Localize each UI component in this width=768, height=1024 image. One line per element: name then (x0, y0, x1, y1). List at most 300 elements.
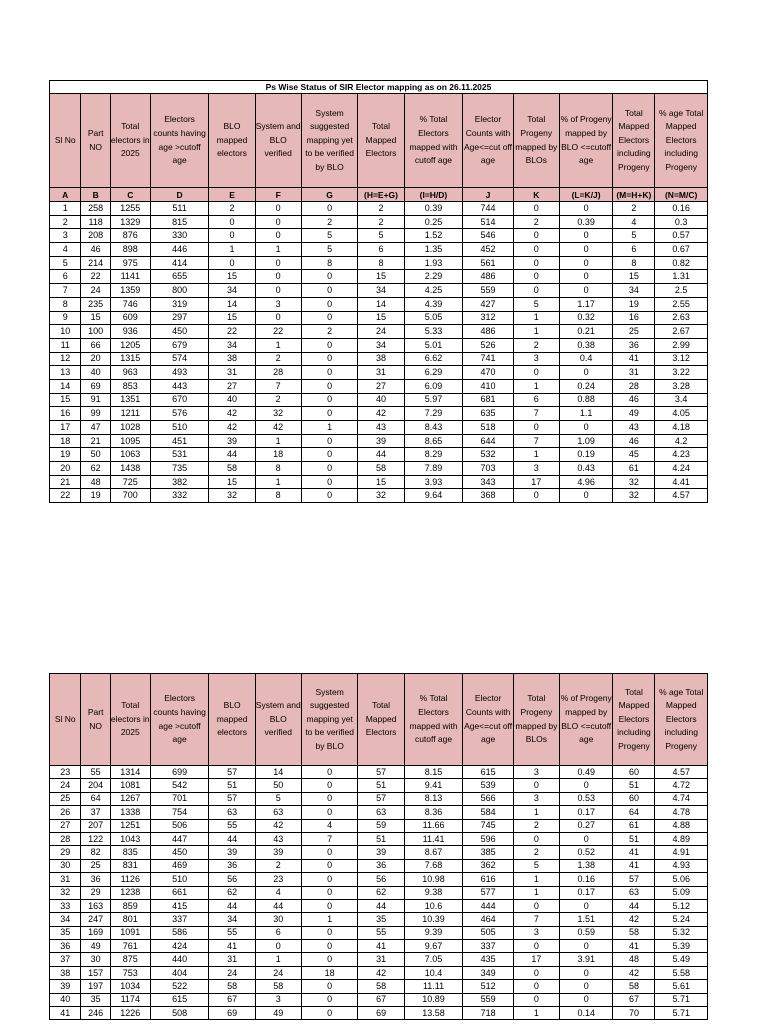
table-cell: 0.32 (559, 311, 613, 325)
table-cell: 0 (513, 256, 559, 270)
table-row (50, 940, 708, 953)
table-cell: 539 (463, 779, 513, 792)
table-cell: 0.52 (559, 846, 613, 859)
table-cell: 4.23 (655, 448, 708, 462)
table-cell: 32 (255, 407, 301, 421)
table-cell: 616 (463, 873, 513, 886)
table-cell: 1.93 (404, 256, 463, 270)
column-header: System suggested mapping yet to be verified by BLO (301, 94, 358, 188)
table-row (50, 462, 708, 476)
table-cell: 297 (150, 311, 209, 325)
table-row (50, 215, 708, 229)
table-cell: 4.25 (404, 284, 463, 298)
table-cell: 32 (50, 886, 81, 899)
table-cell: 6.62 (404, 352, 463, 366)
table-cell: 18 (255, 448, 301, 462)
table-cell: 47 (81, 421, 110, 435)
table-title: Ps Wise Status of SIR Elector mapping as on 26.11.2025 (50, 81, 708, 94)
table-cell: 42 (255, 819, 301, 832)
table-cell: 337 (150, 913, 209, 926)
column-header: Total Mapped Electors including Progeny (613, 674, 655, 766)
table-cell: 20 (50, 462, 81, 476)
table-row (50, 832, 708, 845)
table-row (50, 806, 708, 819)
table-cell: 3.4 (655, 393, 708, 407)
table-cell: 36 (50, 940, 81, 953)
table-row (50, 407, 708, 421)
table-cell: 51 (358, 832, 404, 845)
table-cell: 49 (255, 1007, 301, 1020)
table-cell: 24 (81, 284, 110, 298)
table-cell: 6.09 (404, 379, 463, 393)
table-cell: 7 (513, 407, 559, 421)
table-row (50, 379, 708, 393)
table-cell: 0 (301, 899, 358, 912)
table-cell: 493 (150, 366, 209, 380)
table-cell: 4.74 (655, 792, 708, 805)
table-cell: 15 (209, 475, 255, 489)
table-cell: 655 (150, 270, 209, 284)
table-cell: 0 (559, 229, 613, 243)
table-cell: 67 (358, 993, 404, 1006)
table-cell: 99 (81, 407, 110, 421)
table-cell: 444 (463, 899, 513, 912)
column-header: System and BLO verified (255, 674, 301, 766)
table-cell: 701 (150, 792, 209, 805)
table-cell: 0 (559, 202, 613, 216)
table-cell: 258 (81, 202, 110, 216)
table-cell: 2 (301, 325, 358, 339)
table-cell: 0 (255, 202, 301, 216)
table-cell: 7 (301, 832, 358, 845)
table-cell: 58 (209, 980, 255, 993)
table-cell: 25 (613, 325, 655, 339)
table-cell: 7 (50, 284, 81, 298)
table-cell: 761 (110, 940, 150, 953)
table-row (50, 475, 708, 489)
table-cell: 15 (81, 311, 110, 325)
table-cell: 1.1 (559, 407, 613, 421)
column-header: Total electors in 2025 (110, 674, 150, 766)
formula-cell: J (463, 188, 513, 202)
table-cell: 1126 (110, 873, 150, 886)
table-cell: 16 (50, 407, 81, 421)
table-cell: 410 (463, 379, 513, 393)
table-cell: 8 (358, 256, 404, 270)
table-cell: 1081 (110, 779, 150, 792)
table-cell: 661 (150, 886, 209, 899)
table-cell: 0 (301, 284, 358, 298)
table-cell: 51 (358, 779, 404, 792)
table-cell: 5.97 (404, 393, 463, 407)
table-cell: 30 (255, 913, 301, 926)
table-cell: 2 (513, 819, 559, 832)
table-cell: 1211 (110, 407, 150, 421)
table-cell: 2 (358, 215, 404, 229)
table-cell: 0 (301, 766, 358, 779)
formula-cell: (H=E+G) (358, 188, 404, 202)
table-cell: 746 (110, 297, 150, 311)
table-cell: 34 (209, 284, 255, 298)
table-cell: 42 (209, 407, 255, 421)
table-cell: 0 (255, 215, 301, 229)
table-cell: 39 (209, 846, 255, 859)
table-row (50, 913, 708, 926)
table-cell: 10.39 (404, 913, 463, 926)
table-row (50, 886, 708, 899)
column-header: System suggested mapping yet to be verified by BLO (301, 674, 358, 766)
table-cell: 0 (513, 980, 559, 993)
table-cell: 42 (613, 966, 655, 979)
table-cell: 0 (301, 202, 358, 216)
table-cell: 0 (255, 284, 301, 298)
table-cell: 8.43 (404, 421, 463, 435)
table-cell: 0 (513, 832, 559, 845)
table-cell: 27 (50, 819, 81, 832)
table-cell: 11.41 (404, 832, 463, 845)
table-cell: 63 (358, 806, 404, 819)
table-cell: 5.01 (404, 338, 463, 352)
table-cell: 0 (301, 297, 358, 311)
table-cell: 1028 (110, 421, 150, 435)
table-cell: 2 (301, 215, 358, 229)
table-cell: 15 (358, 475, 404, 489)
table-cell: 11.11 (404, 980, 463, 993)
table-cell: 20 (81, 352, 110, 366)
formula-cell: (I=H/D) (404, 188, 463, 202)
table-cell: 5.61 (655, 980, 708, 993)
formula-cell: F (255, 188, 301, 202)
table-cell: 36 (358, 859, 404, 872)
table-row (50, 846, 708, 859)
table-cell: 5.71 (655, 993, 708, 1006)
table-cell: 596 (463, 832, 513, 845)
table-cell: 718 (463, 1007, 513, 1020)
table-cell: 559 (463, 284, 513, 298)
table-cell: 0 (301, 792, 358, 805)
table-cell: 1 (513, 325, 559, 339)
table-cell: 11.66 (404, 819, 463, 832)
table-cell: 18 (50, 434, 81, 448)
table-cell: 169 (81, 926, 110, 939)
column-header: Total Progeny mapped by BLOs (513, 674, 559, 766)
table-cell: 4 (613, 215, 655, 229)
table-cell: 486 (463, 325, 513, 339)
table-cell: 5.33 (404, 325, 463, 339)
table-cell: 0 (559, 256, 613, 270)
table-row (50, 980, 708, 993)
table-cell: 61 (613, 462, 655, 476)
table-cell: 56 (209, 873, 255, 886)
column-header: % Total Electors mapped with cutoff age (404, 94, 463, 188)
table-cell: 207 (81, 819, 110, 832)
table-cell: 4.18 (655, 421, 708, 435)
table-cell: 5 (513, 859, 559, 872)
table-cell: 5.39 (655, 940, 708, 953)
table-cell: 505 (463, 926, 513, 939)
table-cell: 30 (81, 953, 110, 966)
table-cell: 4.88 (655, 819, 708, 832)
table-cell: 615 (150, 993, 209, 1006)
table-cell: 0 (513, 421, 559, 435)
table-row (50, 859, 708, 872)
table-cell: 679 (150, 338, 209, 352)
table-cell: 1091 (110, 926, 150, 939)
table-cell: 49 (613, 407, 655, 421)
table-row (50, 873, 708, 886)
table-cell: 28 (50, 832, 81, 845)
table-cell: 343 (463, 475, 513, 489)
table-cell: 4.96 (559, 475, 613, 489)
table-cell: 566 (463, 792, 513, 805)
table-cell: 699 (150, 766, 209, 779)
table-cell: 4.05 (655, 407, 708, 421)
table-cell: 31 (613, 366, 655, 380)
table-cell: 2 (255, 393, 301, 407)
table-cell: 45 (613, 448, 655, 462)
table-cell: 7.68 (404, 859, 463, 872)
table-cell: 43 (255, 832, 301, 845)
table-cell: 42 (613, 913, 655, 926)
table-cell: 744 (463, 202, 513, 216)
table-cell: 2 (358, 202, 404, 216)
table-cell: 337 (463, 940, 513, 953)
table-cell: 39 (358, 434, 404, 448)
table-cell: 561 (463, 256, 513, 270)
table-cell: 41 (358, 940, 404, 953)
table-cell: 443 (150, 379, 209, 393)
table-cell: 49 (81, 940, 110, 953)
table-cell: 46 (81, 243, 110, 257)
table-cell: 3.93 (404, 475, 463, 489)
table-cell: 0 (513, 229, 559, 243)
table-cell: 5.06 (655, 873, 708, 886)
table-cell: 0 (513, 284, 559, 298)
table-cell: 735 (150, 462, 209, 476)
table-cell: 2 (255, 352, 301, 366)
table-cell: 31 (358, 953, 404, 966)
table-cell: 0 (301, 352, 358, 366)
column-header: Total Mapped Electors including Progeny (613, 94, 655, 188)
column-header: % age Total Mapped Electors including Progeny (655, 674, 708, 766)
table-cell: 5.49 (655, 953, 708, 966)
table-cell: 3 (255, 993, 301, 1006)
table-cell: 635 (463, 407, 513, 421)
table-cell: 853 (110, 379, 150, 393)
table-cell: 975 (110, 256, 150, 270)
table-cell: 48 (81, 475, 110, 489)
table-cell: 39 (50, 980, 81, 993)
column-header: Sl No (50, 674, 81, 766)
table-cell: 4.57 (655, 489, 708, 503)
table-cell: 6 (255, 926, 301, 939)
table-cell: 24 (358, 325, 404, 339)
column-header: % Total Electors mapped with cutoff age (404, 674, 463, 766)
table-cell: 41 (613, 846, 655, 859)
table-cell: 0.82 (655, 256, 708, 270)
table-cell: 447 (150, 832, 209, 845)
table-cell: 0 (301, 270, 358, 284)
table-cell: 38 (209, 352, 255, 366)
table-cell: 584 (463, 806, 513, 819)
table-cell: 63 (613, 886, 655, 899)
table-cell: 8.36 (404, 806, 463, 819)
table-cell: 46 (613, 393, 655, 407)
table-cell: 0 (513, 489, 559, 503)
formula-cell: B (81, 188, 110, 202)
table-cell: 1205 (110, 338, 150, 352)
sir-mapping-table-page1 (49, 80, 708, 503)
table-cell: 7.29 (404, 407, 463, 421)
table-cell: 745 (463, 819, 513, 832)
table-cell: 3 (50, 229, 81, 243)
column-header: Total electors in 2025 (110, 94, 150, 188)
table-cell: 0.53 (559, 792, 613, 805)
table-cell: 1 (301, 913, 358, 926)
table-cell: 936 (110, 325, 150, 339)
table-cell: 208 (81, 229, 110, 243)
table-row (50, 448, 708, 462)
table-cell: 69 (209, 1007, 255, 1020)
table-cell: 446 (150, 243, 209, 257)
table-cell: 2 (513, 846, 559, 859)
table-cell: 14 (209, 297, 255, 311)
column-header: Sl No (50, 94, 81, 188)
table-cell: 15 (358, 270, 404, 284)
table-cell: 41 (613, 940, 655, 953)
table-row (50, 229, 708, 243)
table-cell: 39 (255, 846, 301, 859)
table-cell: 57 (209, 792, 255, 805)
table-cell: 34 (358, 284, 404, 298)
table-cell: 60 (613, 792, 655, 805)
table-cell: 13 (50, 366, 81, 380)
table-cell: 2.29 (404, 270, 463, 284)
table-cell: 29 (50, 846, 81, 859)
table-cell: 2.5 (655, 284, 708, 298)
formula-cell: G (301, 188, 358, 202)
table-cell: 526 (463, 338, 513, 352)
table-cell: 1 (255, 338, 301, 352)
table-cell: 1338 (110, 806, 150, 819)
formula-cell: (M=H+K) (613, 188, 655, 202)
table-cell: 34 (613, 284, 655, 298)
table-cell: 63 (255, 806, 301, 819)
table-cell: 62 (81, 462, 110, 476)
table-cell: 0.16 (655, 202, 708, 216)
table-cell: 5.09 (655, 886, 708, 899)
table-cell: 4.91 (655, 846, 708, 859)
table-cell: 118 (81, 215, 110, 229)
table-cell: 1.52 (404, 229, 463, 243)
table-cell: 25 (81, 859, 110, 872)
table-cell: 14 (255, 766, 301, 779)
table-cell: 0 (559, 940, 613, 953)
table-cell: 66 (81, 338, 110, 352)
table-cell: 22 (209, 325, 255, 339)
table-cell: 0.17 (559, 806, 613, 819)
table-cell: 64 (81, 792, 110, 805)
table-cell: 7.89 (404, 462, 463, 476)
table-cell: 40 (358, 393, 404, 407)
table-cell: 1 (513, 873, 559, 886)
table-cell: 30 (50, 859, 81, 872)
table-cell: 0 (559, 489, 613, 503)
table-cell: 0.39 (559, 215, 613, 229)
table-cell: 6 (513, 393, 559, 407)
column-header: System and BLO verified (255, 94, 301, 188)
table-cell: 424 (150, 940, 209, 953)
table-cell: 24 (209, 966, 255, 979)
column-header: Electors counts having age >cutoff age (150, 674, 209, 766)
table-body (50, 766, 708, 1020)
table-cell: 10.89 (404, 993, 463, 1006)
table-cell: 3 (513, 792, 559, 805)
table-cell: 464 (463, 913, 513, 926)
table-cell: 24 (50, 779, 81, 792)
table-cell: 1.35 (404, 243, 463, 257)
table-cell: 40 (50, 993, 81, 1006)
table-cell: 60 (613, 766, 655, 779)
table-cell: 532 (463, 448, 513, 462)
table-cell: 12 (50, 352, 81, 366)
table-cell: 511 (150, 202, 209, 216)
table-row (50, 325, 708, 339)
table-cell: 39 (358, 846, 404, 859)
table-cell: 7 (255, 379, 301, 393)
table-cell: 122 (81, 832, 110, 845)
table-cell: 4.78 (655, 806, 708, 819)
table-cell: 26 (50, 806, 81, 819)
table-cell: 506 (150, 819, 209, 832)
table-cell: 404 (150, 966, 209, 979)
table-cell: 39 (209, 434, 255, 448)
table-cell: 0.43 (559, 462, 613, 476)
table-cell: 0.25 (404, 215, 463, 229)
table-cell: 1 (513, 448, 559, 462)
table-cell: 0 (255, 256, 301, 270)
table-cell: 9.38 (404, 886, 463, 899)
table-cell: 1 (513, 379, 559, 393)
table-cell: 0 (559, 284, 613, 298)
table-cell: 5 (513, 297, 559, 311)
table-cell: 58 (358, 980, 404, 993)
table-cell: 1.17 (559, 297, 613, 311)
table-row (50, 779, 708, 792)
table-cell: 876 (110, 229, 150, 243)
table-cell: 42 (358, 407, 404, 421)
table-cell: 414 (150, 256, 209, 270)
table-cell: 5 (301, 229, 358, 243)
table-cell: 5 (50, 256, 81, 270)
table-cell: 3 (513, 352, 559, 366)
table-cell: 700 (110, 489, 150, 503)
table-cell: 36 (81, 873, 110, 886)
table-cell: 0 (301, 366, 358, 380)
table-cell: 62 (209, 886, 255, 899)
table-cell: 235 (81, 297, 110, 311)
table-cell: 1 (255, 953, 301, 966)
table-cell: 1438 (110, 462, 150, 476)
table-body (50, 202, 708, 503)
table-row (50, 243, 708, 257)
table-cell: 0 (301, 886, 358, 899)
table-cell: 40 (209, 393, 255, 407)
table-cell: 559 (463, 993, 513, 1006)
sir-mapping-table-page2 (49, 673, 708, 1020)
table-cell: 0.21 (559, 325, 613, 339)
table-cell: 0 (301, 953, 358, 966)
